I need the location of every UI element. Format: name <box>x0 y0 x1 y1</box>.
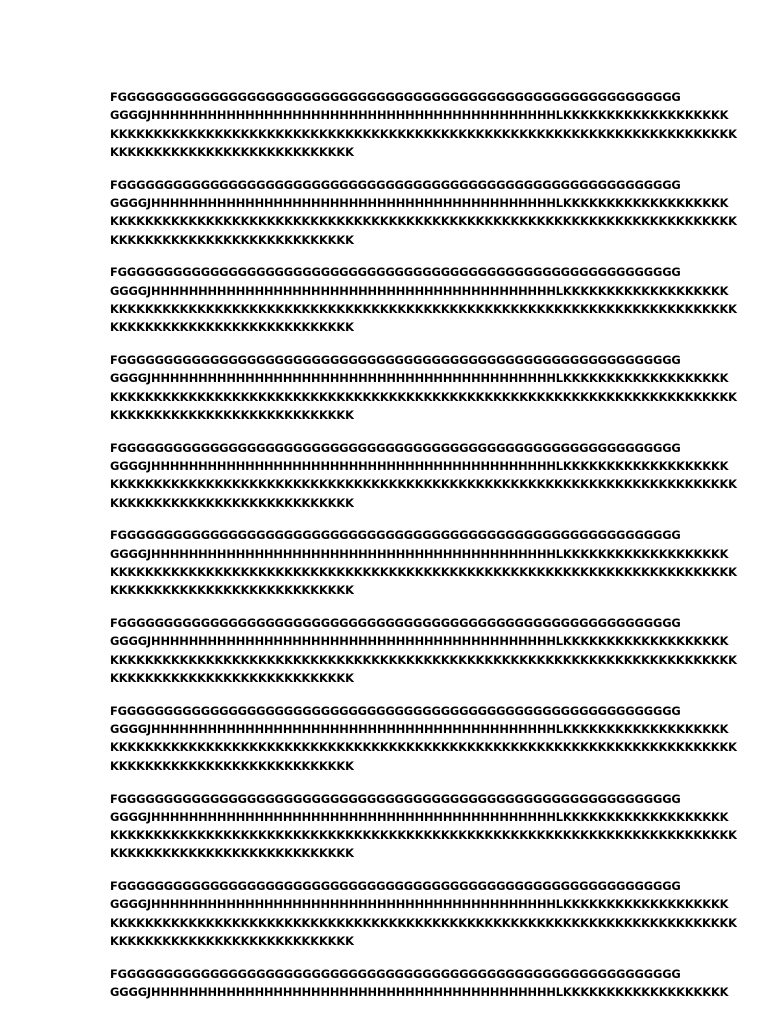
text-line: KKKKKKKKKKKKKKKKKKKKKKKKKKKKKKKKKKKKKKKKKKKKKKKKKKKKKKKKKKKKKKKKKKKKKKKK <box>110 565 737 580</box>
text-line: FGGGGGGGGGGGGGGGGGGGGGGGGGGGGGGGGGGGGGGGGGGGGGGGGGGGGGGGGGGGGG <box>110 528 681 543</box>
document-page <box>110 88 737 1016</box>
text-line: FGGGGGGGGGGGGGGGGGGGGGGGGGGGGGGGGGGGGGGGGGGGGGGGGGGGGGGGGGGGGG <box>110 703 681 718</box>
text-line: GGGGJHHHHHHHHHHHHHHHHHHHHHHHHHHHHHHHHHHHHHHHHHHHLKKKKKKKKKKKKKKKKKKK <box>110 809 729 824</box>
text-line: GGGGJHHHHHHHHHHHHHHHHHHHHHHHHHHHHHHHHHHHHHHHHHHHLKKKKKKKKKKKKKKKKKKK <box>110 722 729 737</box>
text-line: FGGGGGGGGGGGGGGGGGGGGGGGGGGGGGGGGGGGGGGGGGGGGGGGGGGGGGGGGGGGGG <box>110 879 681 894</box>
text-block <box>110 877 737 950</box>
text-block <box>110 702 737 775</box>
text-line: KKKKKKKKKKKKKKKKKKKKKKKKKKKKKKKKKKKKKKKKKKKKKKKKKKKKKKKKKKKKKKKKKKKKKKKK <box>110 389 737 404</box>
text-block <box>110 88 737 161</box>
text-line: KKKKKKKKKKKKKKKKKKKKKKKKKKKKKKKKKKKKKKKKKKKKKKKKKKKKKKKKKKKKKKKKKKKKKKKK <box>110 740 737 755</box>
text-block <box>110 965 729 1002</box>
text-line: KKKKKKKKKKKKKKKKKKKKKKKKKKKK <box>110 320 354 335</box>
text-line: GGGGJHHHHHHHHHHHHHHHHHHHHHHHHHHHHHHHHHHHHHHHHHHHLKKKKKKKKKKKKKKKKKKK <box>110 459 729 474</box>
text-line: FGGGGGGGGGGGGGGGGGGGGGGGGGGGGGGGGGGGGGGGGGGGGGGGGGGGGGGGGGGGGG <box>110 177 681 192</box>
text-line: KKKKKKKKKKKKKKKKKKKKKKKKKKKK <box>110 846 354 861</box>
text-line: KKKKKKKKKKKKKKKKKKKKKKKKKKKKKKKKKKKKKKKKKKKKKKKKKKKKKKKKKKKKKKKKKKKKKKKK <box>110 301 737 316</box>
text-line: KKKKKKKKKKKKKKKKKKKKKKKKKKKKKKKKKKKKKKKKKKKKKKKKKKKKKKKKKKKKKKKKKKKKKKKK <box>110 828 737 843</box>
text-line: FGGGGGGGGGGGGGGGGGGGGGGGGGGGGGGGGGGGGGGGGGGGGGGGGGGGGGGGGGGGGG <box>110 353 681 368</box>
text-line: GGGGJHHHHHHHHHHHHHHHHHHHHHHHHHHHHHHHHHHHHHHHHHHHLKKKKKKKKKKKKKKKKKKK <box>110 634 729 649</box>
text-line: FGGGGGGGGGGGGGGGGGGGGGGGGGGGGGGGGGGGGGGGGGGGGGGGGGGGGGGGGGGGGG <box>110 966 681 981</box>
text-block <box>110 790 737 863</box>
text-block <box>110 526 737 599</box>
text-line: KKKKKKKKKKKKKKKKKKKKKKKKKKKK <box>110 232 354 247</box>
text-line: KKKKKKKKKKKKKKKKKKKKKKKKKKKK <box>110 934 354 949</box>
text-block <box>110 614 737 687</box>
text-line: KKKKKKKKKKKKKKKKKKKKKKKKKKKK <box>110 671 354 686</box>
text-line: FGGGGGGGGGGGGGGGGGGGGGGGGGGGGGGGGGGGGGGGGGGGGGGGGGGGGGGGGGGGGG <box>110 616 681 631</box>
text-line: KKKKKKKKKKKKKKKKKKKKKKKKKKKK <box>110 758 354 773</box>
text-line: GGGGJHHHHHHHHHHHHHHHHHHHHHHHHHHHHHHHHHHHHHHHHHHHLKKKKKKKKKKKKKKKKKKK <box>110 195 729 210</box>
text-line: KKKKKKKKKKKKKKKKKKKKKKKKKKKKKKKKKKKKKKKKKKKKKKKKKKKKKKKKKKKKKKKKKKKKKKKK <box>110 214 737 229</box>
text-line: FGGGGGGGGGGGGGGGGGGGGGGGGGGGGGGGGGGGGGGGGGGGGGGGGGGGGGGGGGGGGG <box>110 90 681 104</box>
text-line: KKKKKKKKKKKKKKKKKKKKKKKKKKKKKKKKKKKKKKKKKKKKKKKKKKKKKKKKKKKKKKKKKKKKKKKK <box>110 477 737 492</box>
text-line: KKKKKKKKKKKKKKKKKKKKKKKKKKKKKKKKKKKKKKKKKKKKKKKKKKKKKKKKKKKKKKKKKKKKKKKK <box>110 126 737 141</box>
text-line: KKKKKKKKKKKKKKKKKKKKKKKKKKKK <box>110 407 354 422</box>
text-line: GGGGJHHHHHHHHHHHHHHHHHHHHHHHHHHHHHHHHHHHHHHHHHHHLKKKKKKKKKKKKKKKKKKK <box>110 897 729 912</box>
text-line: GGGGJHHHHHHHHHHHHHHHHHHHHHHHHHHHHHHHHHHHHHHHHHHHLKKKKKKKKKKKKKKKKKKK <box>110 108 729 123</box>
text-line: FGGGGGGGGGGGGGGGGGGGGGGGGGGGGGGGGGGGGGGGGGGGGGGGGGGGGGGGGGGGGG <box>110 440 681 455</box>
text-line: GGGGJHHHHHHHHHHHHHHHHHHHHHHHHHHHHHHHHHHHHHHHHHHHLKKKKKKKKKKKKKKKKKKK <box>110 371 729 386</box>
text-block <box>110 351 737 424</box>
text-line: GGGGJHHHHHHHHHHHHHHHHHHHHHHHHHHHHHHHHHHHHHHHHHHHLKKKKKKKKKKKKKKKKKKK <box>110 283 729 298</box>
text-block <box>110 176 737 249</box>
text-line: KKKKKKKKKKKKKKKKKKKKKKKKKKKK <box>110 144 354 159</box>
text-line: KKKKKKKKKKKKKKKKKKKKKKKKKKKKKKKKKKKKKKKKKKKKKKKKKKKKKKKKKKKKKKKKKKKKKKKK <box>110 652 737 667</box>
text-line: KKKKKKKKKKKKKKKKKKKKKKKKKKKKKKKKKKKKKKKKKKKKKKKKKKKKKKKKKKKKKKKKKKKKKKKK <box>110 915 737 930</box>
text-line: GGGGJHHHHHHHHHHHHHHHHHHHHHHHHHHHHHHHHHHHHHHHHHHHLKKKKKKKKKKKKKKKKKKK <box>110 546 729 561</box>
text-line: FGGGGGGGGGGGGGGGGGGGGGGGGGGGGGGGGGGGGGGGGGGGGGGGGGGGGGGGGGGGGG <box>110 791 681 806</box>
text-line: FGGGGGGGGGGGGGGGGGGGGGGGGGGGGGGGGGGGGGGGGGGGGGGGGGGGGGGGGGGGGG <box>110 265 681 280</box>
text-line: KKKKKKKKKKKKKKKKKKKKKKKKKKKK <box>110 583 354 598</box>
text-line: GGGGJHHHHHHHHHHHHHHHHHHHHHHHHHHHHHHHHHHHHHHHHHHHLKKKKKKKKKKKKKKKKKKK <box>110 985 729 1000</box>
text-line: KKKKKKKKKKKKKKKKKKKKKKKKKKKK <box>110 495 354 510</box>
text-block <box>110 263 737 336</box>
text-block <box>110 439 737 512</box>
